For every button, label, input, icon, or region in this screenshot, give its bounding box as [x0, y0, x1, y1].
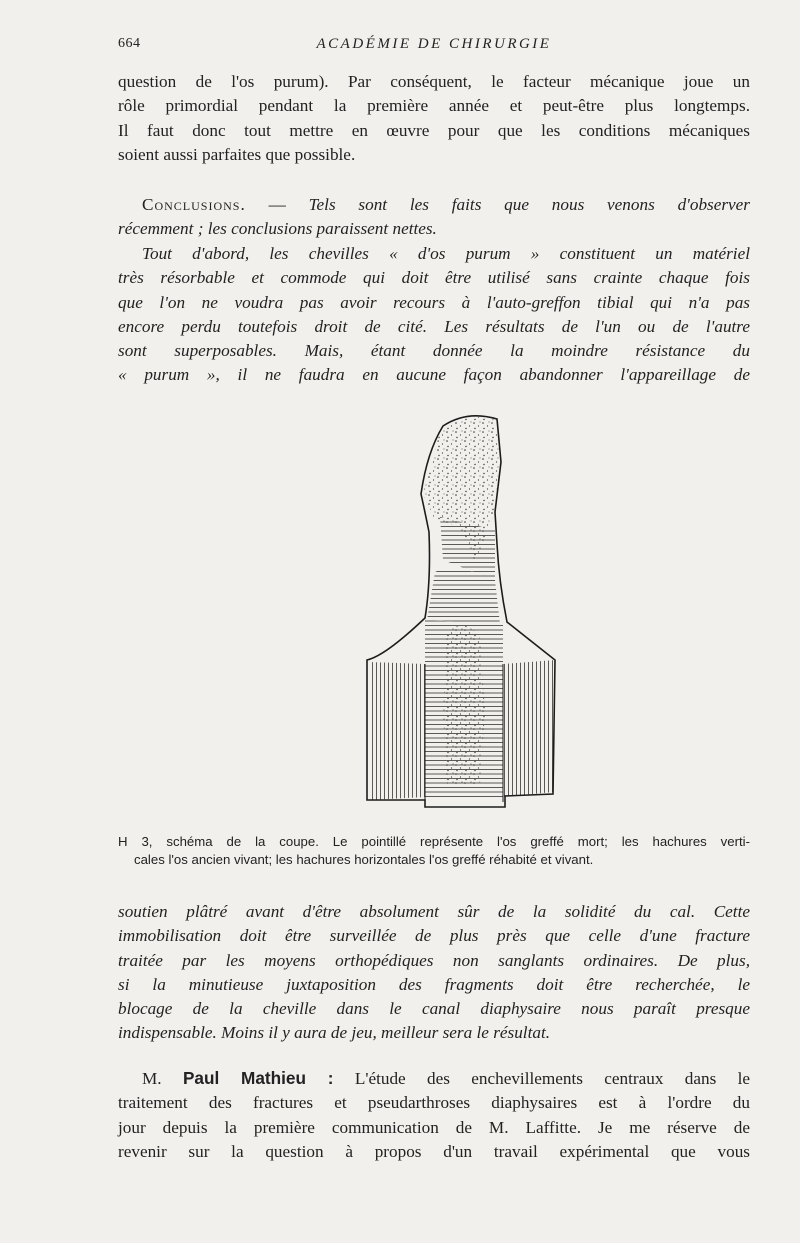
paragraph-4	[118, 900, 750, 1046]
figure-caption	[118, 833, 750, 869]
text-line: immobilisation doit être surveillée de plus près que celle d'une fracture	[118, 926, 750, 946]
speaker-prefix: M.	[142, 1069, 162, 1088]
text-line: Tout d'abord, les chevilles « d'os purum » constituent un matériel	[142, 244, 750, 263]
text-line: rôle primordial pendant la première année et peut-être plus longtemps.	[118, 96, 750, 116]
text-line: Il faut donc tout mettre en œuvre pour que les conditions mécaniques	[118, 120, 750, 140]
page-number: 664	[118, 36, 141, 51]
paragraph-3	[118, 242, 750, 388]
text-line: soient aussi parfaites que possible.	[118, 144, 356, 164]
paragraph-5-first-line: L'étude des enchevillements centraux dans le	[354, 1069, 751, 1088]
text-line: récemment ; les conclusions paraissent nettes.	[118, 219, 437, 239]
text-line: traitement des fractures et pseudarthroses diaphysaires est à l'ordre du	[118, 1093, 750, 1113]
text-line: traitée par les moyens orthopédiques non sanglants ordinaires. De plus,	[118, 950, 750, 970]
text-line: encore perdu toutefois droit de cité. Les résultats de l'un ou de l'autre	[118, 316, 750, 336]
conclusions-paragraph	[118, 193, 750, 242]
text-line: soutien plâtré avant d'être absolument sûr de la solidité du cal. Cette	[118, 902, 750, 921]
bone-section-figure	[355, 412, 567, 822]
paragraph-1	[118, 70, 750, 167]
text-line: revenir sur la question à propos d'un travail expérimental que vous	[118, 1141, 750, 1161]
em-dash: —	[268, 195, 286, 214]
running-title: ACADÉMIE DE CHIRURGIE	[316, 36, 552, 52]
paragraph-5	[118, 1066, 750, 1164]
text-line: que l'on ne voudra pas avoir recours à l'auto-greffon tibial qui n'a pas	[118, 292, 750, 312]
text-line: très résorbable et commode qui doit être utilisé sans crainte chaque fois	[118, 268, 750, 288]
text-line: indispensable. Moins il y aura de jeu, meilleur sera le résultat.	[118, 1023, 551, 1043]
speaker-name: Paul Mathieu :	[182, 1068, 334, 1088]
conclusions-first-line: Tels sont les faits que nous venons d'observer	[308, 195, 750, 214]
text-line: si la minutieuse juxtaposition des fragments doit être recherchée, le	[118, 974, 750, 994]
text-line	[118, 1066, 750, 1091]
page-header	[118, 36, 750, 58]
text-line: jour depuis la première communication de M. Laffitte. Je me réserve de	[118, 1117, 750, 1137]
text-line: question de l'os purum). Par conséquent, le facteur mécanique joue un	[118, 72, 750, 91]
text-line	[118, 193, 750, 217]
caption-line: H 3, schéma de la coupe. Le pointillé représente l'os greffé mort; les hachures verti-	[118, 834, 750, 849]
text-line: sont superposables. Mais, étant donnée la moindre résistance du	[118, 341, 750, 361]
text-line: « purum », il ne faudra en aucune façon abandonner l'appareillage de	[118, 365, 750, 385]
caption-line: cales l'os ancien vivant; les hachures horizontales l'os greffé réhabité et vivant.	[134, 852, 594, 867]
conclusions-heading: Conclusions.	[142, 195, 246, 214]
text-line: blocage de la cheville dans le canal diaphysaire nous paraît presque	[118, 999, 750, 1019]
